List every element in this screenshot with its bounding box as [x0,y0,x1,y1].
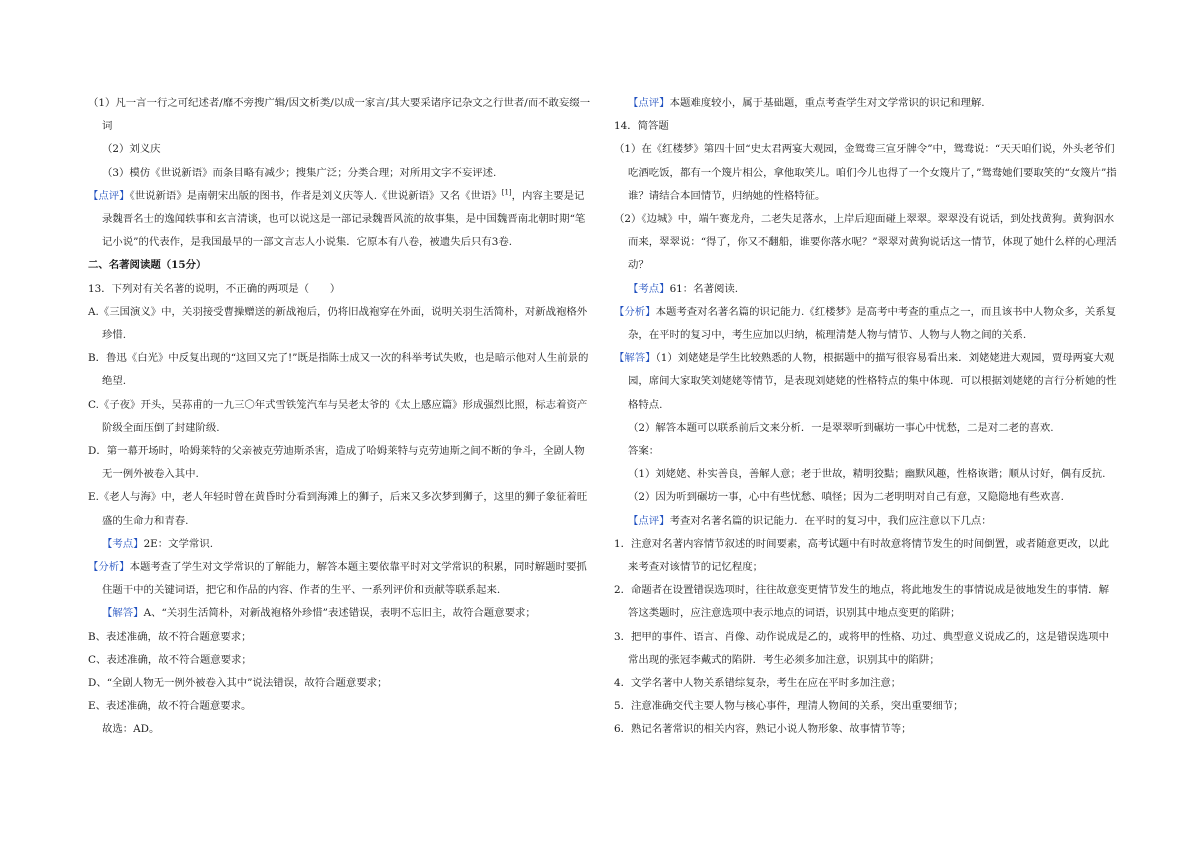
text-run: （2）《边城》中，端午赛龙舟，二老失足落水，上岸后迎面碰上翠翠。翠翠没有说话，到处找黄狗。黄狗泅水而来，翠翠说：“得了，你又不翻船，谁要你落水呢？”翠翠对黄狗说话这一情节，体现了她什么样的心理活动？ [614,213,1117,272]
text-run: 4．文学名著中人物关系错综复杂，考生在应在平时多加注意； [614,677,902,690]
text-run: A.《三国演义》中，关羽接受曹操赠送的新战袍后，仍将旧战袍穿在外面，说明关羽生活简朴，对新战袍格外珍惜. [88,305,588,342]
text-line-l8 [88,347,592,393]
text-run: 2．命题者在设置错误选项时，往往故意变更情节发生的地点，将此地发生的事情说成是彼地发生的事情．解答这类题时，应注意选项中表示地点的词语，识别其中地点变更的陷阱； [614,584,1109,620]
text-run: 考查对名著名篇的识记能力．在平时的复习中，我们应注意以下几点： [669,514,992,527]
text-run: B．鲁迅《白光》中反复出现的“这回又完了!”既是指陈士成又一次的科举考试失败，也是暗示他对人生前景的绝望. [88,352,589,388]
text-run: 答案： [628,445,660,458]
text-line-r8 [614,417,1118,440]
text-run: 故选：AD。 [102,723,160,736]
text-run: C.《子夜》开头，吴荪甫的一九三〇年式雪铁笼汽车与吴老太爷的《太上感应篇》形成强烈比照，标志着资产阶级全面压倒了封建阶级. [88,398,588,434]
text-line-r2 [614,115,1118,138]
section-tag: 【考点】 [102,537,144,550]
text-line-r13 [614,533,1118,579]
text-line-l9 [88,394,592,440]
text-run: （2）解答本题可以联系前后文来分析．一是翠翠听到碾坊一事心中忧愁，二是对二老的喜欢. [628,421,1054,434]
text-run: 二、名著阅读题（15分） [88,259,207,272]
text-line-r17 [614,695,1118,718]
text-line-l11 [88,486,592,532]
section-tag: 【考点】 [628,282,670,295]
text-run: 6．熟记名著常识的相关内容，熟记小说人物形象、故事情节等； [614,723,912,736]
text-line-l18 [88,695,592,718]
section-tag: 【点评】 [88,189,130,202]
text-run: A、“关羽生活简朴，对新战袍格外珍惜”表述错误，表明不忘旧主，故符合题意要求； [143,607,536,620]
text-run: 本题考查了学生对文学常识的了解能力，解答本题主要依靠平时对文学常识的积累，同时解题时要抓住题干中的关键词语，把它和作品的内容、作者的生平、一系列评价和贡献等联系起来. [102,561,587,597]
text-run: ，内容主要是记录魏晋名士的逸闻轶事和玄言清谈，也可以说这是一部记录魏晋风流的故事集，是中国魏晋南北朝时期“笔记小说”的代表作，是我国最早的一部文言志人小说集．它原本有八卷，被遗失后只有3卷. [102,189,586,249]
text-run: （2）因为听到碾坊一事，心中有些忧愁、嗔怪；因为二老明明对自己有意，又隐隐地有些欢喜. [628,491,1064,504]
text-run: （2）刘义庆 [102,143,161,156]
text-line-l7 [88,301,592,347]
text-run: （3）模仿《世说新语》而条目略有减少；搜集广泛；分类合理；对所用文字不妄评述. [102,166,497,179]
section-tag: 【点评】 [628,97,670,109]
right-column [614,92,1118,742]
text-line-r14 [614,579,1118,625]
text-run: 14．简答题 [614,120,669,133]
section-tag: 【分析】 [614,305,656,318]
text-run: （1）刘姥姥是学生比较熟悉的人物，根据题中的描写很容易看出来．刘姥姥进大观园，贾母两宴大观园，席间大家取笑刘姥姥等情节，是表现刘姥姥的性格特点的集中体现．可以根据刘姥姥的言行分析她的性格特点. [628,352,1117,411]
text-run: 《世说新语》是南朝宋出版的图书，作者是刘义庆等人.《世说新语》又名《世语》 [129,189,502,202]
text-run: 61：名著阅读. [669,282,739,295]
text-line-r11 [614,486,1118,509]
text-line-r3 [614,138,1118,208]
text-line-l10 [88,440,592,486]
text-line-l19 [88,718,592,741]
text-line-r16 [614,672,1118,695]
text-run: E、表述准确，故不符合题意要求。 [88,700,252,713]
text-run: 本题考查对名著名篇的识记能力.《红楼梦》是高考中考查的重点之一，而且该书中人物众多，关系复杂，在平时的复习中，考生应加以归纳，梳理清楚人物与情节、人物与人物之间的关系. [628,305,1117,342]
text-line-l6 [88,278,592,301]
text-run: 2E：文学常识. [143,537,214,550]
text-line-r9 [614,440,1118,463]
text-run: D、“全剧人物无一例外被卷入其中”说法错误，故符合题意要求； [88,677,388,690]
text-run: （1）在《红楼梦》第四十回“史太君两宴大观园，金鸳鸯三宣牙牌令”中，鸳鸯说：“天天咱们说，外头老爷们吃酒吃饭，都有一个篾片相公，拿他取笑儿。咱们今儿也得了一个女篾片了，”鸳鸯她们要取笑的“女篾片”指谁？请结合本回情节，归纳她的性格特征。 [614,143,1117,202]
text-run: C、表述准确，故不符合题意要求； [88,653,252,666]
text-line-l15 [88,626,592,649]
section-tag: 【解答】 [614,352,656,365]
text-run: 13．下列对有关名著的说明，不正确的两项是（ ） [88,282,341,295]
text-run: 5．注意准确交代主要人物与核心事件，理清人物间的关系，突出重要细节； [614,700,964,713]
section-tag: 【分析】 [88,561,130,574]
text-line-r4 [614,208,1118,278]
section-tag: 【点评】 [628,514,670,527]
text-line-l5 [88,254,592,277]
text-run: 本题难度较小，属于基础题，重点考查学生对文学常识的识记和理解. [669,97,985,109]
text-line-r5 [614,278,1118,301]
text-line-r12 [614,510,1118,533]
text-line-l4 [88,185,592,255]
text-line-l16 [88,649,592,672]
text-run: E.《老人与海》中，老人年轻时曾在黄昏时分看到海滩上的狮子，后来又多次梦到狮子，这里的狮子象征着旺盛的生命力和青春. [88,491,588,527]
text-line-r1 [614,92,1118,115]
text-run: 3．把甲的事件、语言、肖像、动作说成是乙的，或将甲的性格、功过、典型意义说成乙的，这是错误选项中常出现的张冠李戴式的陷阱．考生必须多加注意，识别其中的陷阱； [614,630,1109,666]
text-run: （1）凡一言一行之可纪述者/靡不旁搜广辑/因文析类/以成一家言/其大要采诸序记杂文之行世者/而不敢妄缀一词 [88,97,591,133]
text-run: 1．注意对名著内容情节叙述的时间要素，高考试题中有时故意将情节发生的时间倒置，或者随意更改，以此来考查对该情节的记忆程度； [614,537,1109,574]
text-run: B、表述准确，故不符合题意要求； [88,630,252,643]
section-tag: 【解答】 [102,607,144,620]
text-line-l3 [88,162,592,185]
text-line-l1 [88,92,592,138]
text-line-r6 [614,301,1118,347]
text-line-l17 [88,672,592,695]
text-line-r18 [614,718,1118,741]
text-line-r10 [614,463,1118,486]
footnote-ref: [1] [501,188,512,197]
text-line-l12 [88,533,592,556]
text-line-l2 [88,138,592,161]
text-run: D．第一幕开场时，哈姆莱特的父亲被克劳迪斯杀害，造成了哈姆莱特与克劳迪斯之间不断的争斗，全剧人物无一例外被卷入其中. [88,445,585,481]
left-column [88,92,592,742]
text-line-l13 [88,556,592,602]
text-run: （1）刘姥姥、朴实善良，善解人意；老于世故，精明狡黠；幽默风趣，性格诙谐；顺从讨好，偶有反抗. [628,468,1106,481]
text-line-l14 [88,602,592,625]
text-line-r7 [614,347,1118,417]
text-line-r15 [614,626,1118,672]
